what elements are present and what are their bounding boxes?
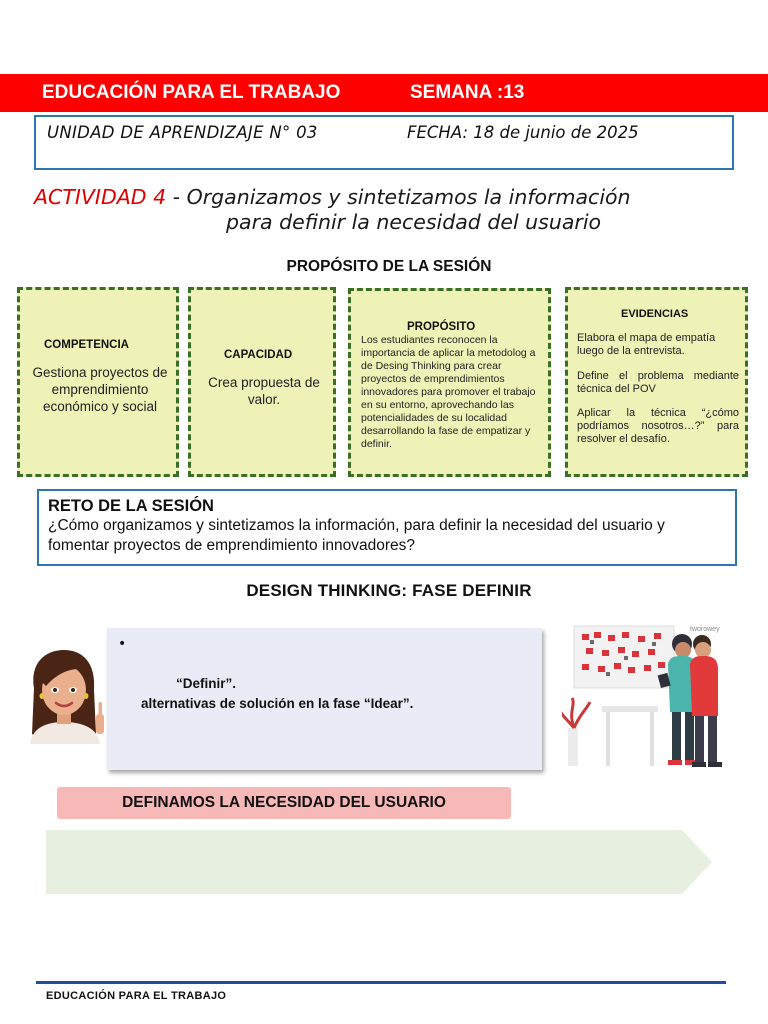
card-proposito-title: PROPÓSITO bbox=[407, 321, 476, 333]
card-evidencias-item-3: Aplicar la técnica “¿cómo podríamos nosotros…?” para resolver el desafío. bbox=[577, 407, 739, 445]
card-competencia-text: Gestiona proyectos de emprendimiento económico y social bbox=[32, 365, 168, 414]
header-week: SEMANA :13 bbox=[410, 82, 525, 103]
brand-watermark: tworowey bbox=[690, 626, 720, 633]
card-capacidad bbox=[188, 287, 336, 477]
need-arrow-banner bbox=[46, 829, 714, 895]
design-thinking-heading: DESIGN THINKING: FASE DEFINIR bbox=[246, 581, 532, 600]
card-proposito-text: Los estudiantes reconocen la importancia de aplicar la metodolog a de Desing Thinking para crear proyectos de emprendimientos innovadores para promover el trabajo en su entorno, aprovechando las potencialidades de su localidad desarrollando la fase de empatizar y definir. bbox=[361, 334, 536, 450]
date-label: FECHA: 18 de junio de 2025 bbox=[407, 123, 639, 142]
teacher-avatar bbox=[24, 648, 108, 744]
card-capacidad-title: CAPACIDAD bbox=[224, 349, 293, 361]
header-course-title: EDUCACIÓN PARA EL TRABAJO bbox=[42, 82, 341, 103]
info-bullet: • bbox=[118, 636, 127, 652]
purpose-heading: PROPÓSITO DE LA SESIÓN bbox=[286, 258, 492, 275]
need-heading: DEFINAMOS LA NECESIDAD DEL USUARIO bbox=[122, 794, 446, 811]
reto-text: ¿Cómo organizamos y sintetizamos la información, para definir la necesidad del usuario y fomentar proyectos de emprendimiento innovadores? bbox=[48, 517, 665, 554]
reto-title: RETO DE LA SESIÓN bbox=[48, 497, 214, 515]
team-illustration bbox=[562, 620, 728, 770]
activity-number: ACTIVIDAD 4 bbox=[34, 185, 167, 209]
card-evidencias-title: EVIDENCIAS bbox=[621, 308, 689, 320]
activity-title-line1 bbox=[34, 185, 631, 209]
card-capacidad-text: Crea propuesta de valor. bbox=[208, 375, 320, 407]
card-competencia-title: COMPETENCIA bbox=[44, 339, 129, 351]
card-evidencias-item-2: Define el problema mediante técnica del POV bbox=[577, 370, 739, 395]
activity-title-text: - Organizamos y sintetizamos la información bbox=[166, 185, 631, 209]
info-line-2: alternativas de solución en la fase “Idear”. bbox=[141, 696, 414, 711]
unit-label: UNIDAD DE APRENDIZAJE N° 03 bbox=[47, 123, 318, 142]
card-evidencias bbox=[565, 287, 748, 477]
info-line-1: “Definir”. bbox=[176, 676, 237, 691]
footer-divider bbox=[36, 981, 726, 984]
activity-title-line2: para definir la necesidad del usuario bbox=[226, 210, 602, 234]
footer-course-title: EDUCACIÓN PARA EL TRABAJO bbox=[46, 990, 227, 1002]
card-evidencias-item-1: Elabora el mapa de empatía luego de la entrevista. bbox=[577, 332, 716, 357]
card-proposito bbox=[348, 288, 551, 477]
card-competencia bbox=[17, 287, 179, 477]
